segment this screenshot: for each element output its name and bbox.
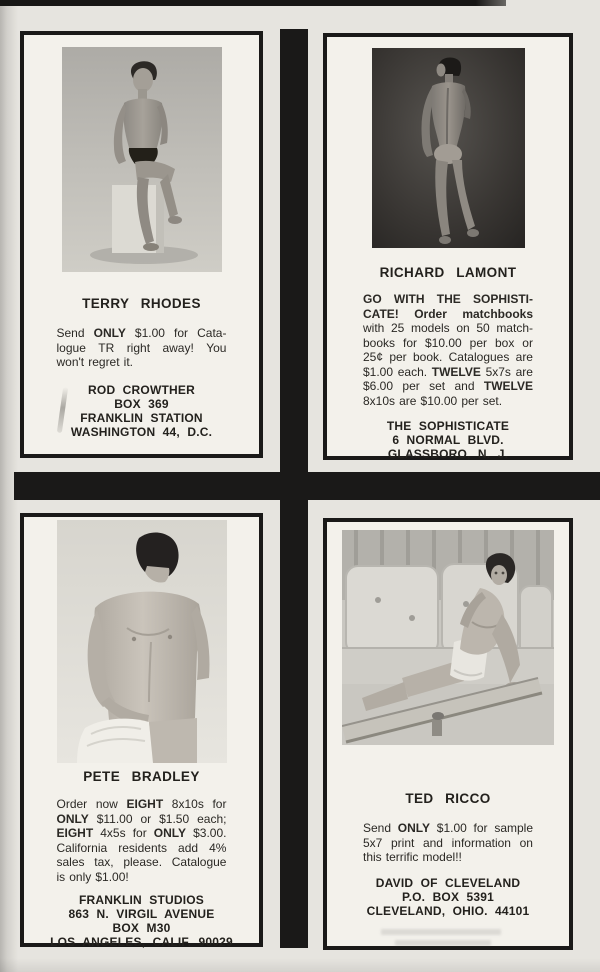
ad-body-text: GO WITH THE SOPHISTI- CATE! Order matchbooks with 25 models on 50 match- books for $10.00 per box or 25¢ per book. Catalogues are $1.00 each. TWELVE 5x7s are $6.00 per set and TWELVE 8x10s are $10.00 per set. — [363, 292, 533, 408]
ad-body-text: Order now EIGHT 8x10s for ONLY $11.00 or $1.50 each; EIGHT 4x5s for ONLY $3.00. California residents add 4% sales tax, please. Catalogue is only $1.00! — [56, 797, 227, 884]
ad-mailing-address: ROD CROWTHER BOX 369 FRANKLIN STATION WASHINGTON 44, D.C. — [70, 382, 213, 439]
ad-panel-richard-lamont — [323, 33, 573, 460]
model-name-heading: PETE BRADLEY — [83, 769, 200, 784]
ad-panel-ted-ricco — [323, 518, 573, 950]
ad-mailing-address: THE SOPHISTICATE 6 NORMAL BLVD. GLASSBORO, N. J. — [386, 419, 510, 461]
ad-body-text: Send ONLY $1.00 for Cata- logue TR right away! You won't regret it. — [56, 326, 227, 369]
page-bottom-shading — [0, 958, 600, 972]
pete-bradley-photo — [57, 520, 227, 763]
ad-panel-terry-rhodes — [20, 31, 263, 458]
horizontal-divider-bar — [14, 472, 600, 500]
top-divider-bar — [0, 0, 506, 6]
model-name-heading: TED RICCO — [405, 791, 491, 806]
ted-ricco-photo — [342, 530, 554, 745]
ad-body-text: Send ONLY $1.00 for sample 5x7 print and information on this terrific model!! — [363, 821, 533, 864]
ad-mailing-address: FRANKLIN STUDIOS 863 N. VIRGIL AVENUE BOX M30 LOS ANGELES, CALIF. 90029 — [50, 893, 233, 949]
terry-rhodes-photo — [62, 47, 222, 272]
ad-mailing-address: DAVID OF CLEVELAND P.O. BOX 5391 CLEVELAND, OHIO. 44101 — [366, 875, 530, 918]
model-name-heading: RICHARD LAMONT — [379, 265, 517, 280]
print-bleed-through-artifact — [373, 927, 523, 949]
richard-lamont-photo — [372, 48, 525, 248]
model-name-heading: TERRY RHODES — [82, 296, 201, 311]
ad-panel-pete-bradley — [20, 513, 263, 947]
